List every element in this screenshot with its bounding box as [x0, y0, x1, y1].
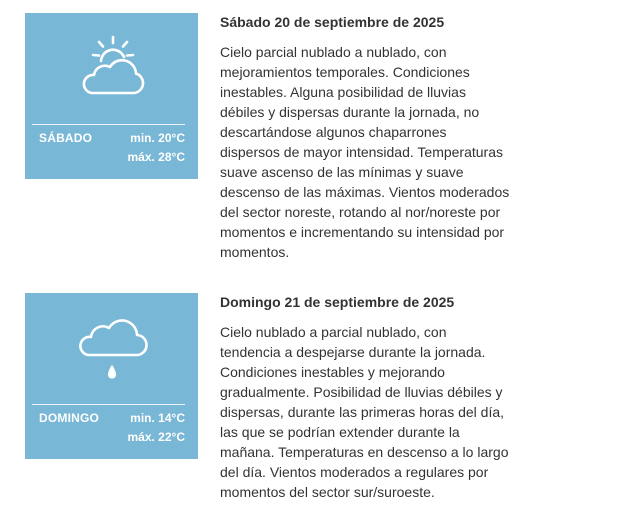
forecast-date-title: Domingo 21 de septiembre de 2025: [220, 294, 455, 310]
day-label: DOMINGO: [39, 411, 100, 425]
day-label: SÁBADO: [39, 131, 93, 145]
forecast-description: Cielo parcial nublado a nublado, con mejoramientos temporales. Condiciones inestables. Alguna posibilidad de lluvias débiles y dispersas durante la jornada, no descartándose algunos chaparrones dispersos de mayor intensidad. Temperaturas suave ascenso de las mínimas y suave descenso de las máximas. Vientos moderados del sector noreste, rotando al nor/noreste por momentos e incrementando su intensidad por momentos.: [220, 44, 510, 260]
card-divider: [32, 124, 185, 125]
forecast-text: [220, 293, 510, 502]
partly-cloudy-sun-icon: [72, 31, 152, 103]
min-temperature: min. 14°C: [130, 411, 185, 425]
card-divider: [32, 404, 185, 405]
forecast-card: [25, 13, 198, 179]
rain-cloud-icon: [72, 311, 152, 383]
max-temperature: máx. 28°C: [127, 150, 185, 164]
forecast-date-title: Sábado 20 de septiembre de 2025: [220, 14, 445, 30]
forecast-card: [25, 293, 198, 459]
forecast-description: Cielo nublado a parcial nublado, con tendencia a despejarse durante la jornada. Condiciones inestables y mejorando gradualmente. Posibilidad de lluvias débiles y dispersas, durante las primeras horas del día, las que se podrían extender durante la mañana. Temperaturas en descenso a lo largo del día. Vientos moderados a regulares por momentos del sector sur/suroeste.: [220, 324, 509, 500]
max-temperature: máx. 22°C: [127, 430, 185, 444]
min-temperature: min. 20°C: [130, 131, 185, 145]
forecast-text: [220, 13, 510, 262]
